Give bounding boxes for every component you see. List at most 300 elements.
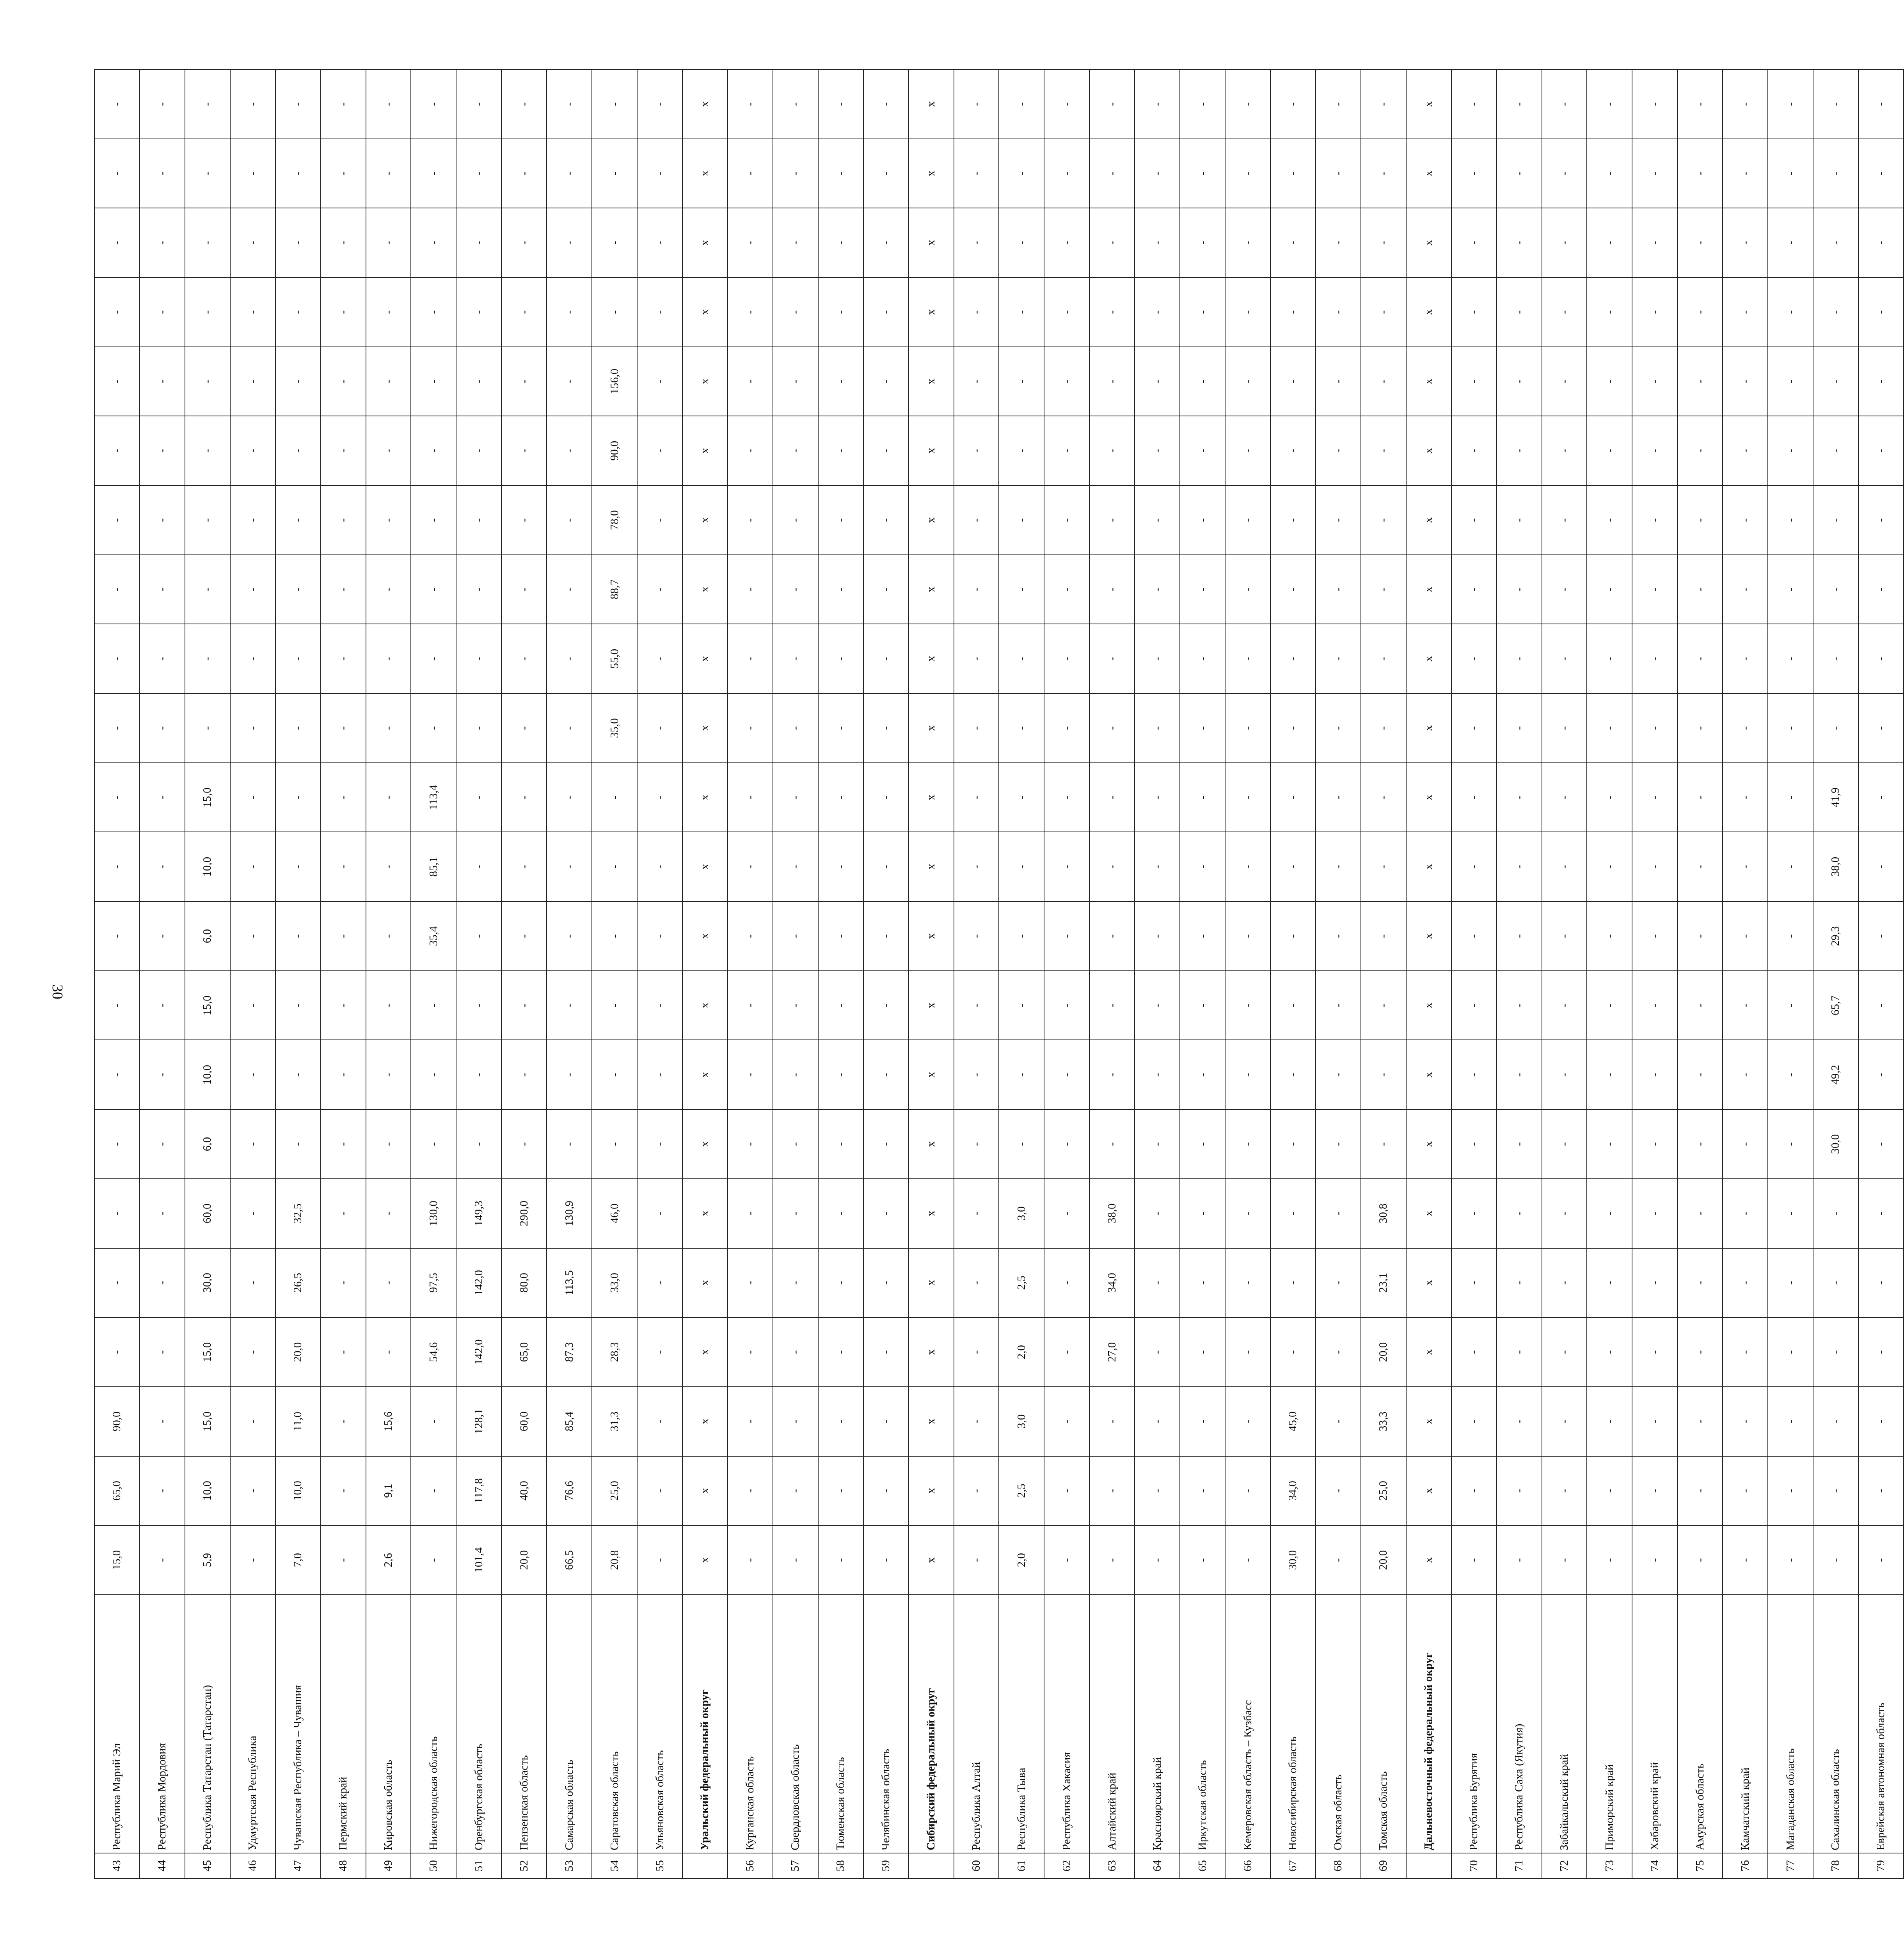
value-cell: - [501, 624, 547, 693]
value-cell: - [501, 971, 547, 1040]
value-cell: - [1723, 832, 1768, 901]
value-cell: - [1225, 347, 1270, 416]
region-name-cell: Чувашская Республика – Чувашия [275, 1595, 321, 1853]
value-cell: - [999, 347, 1044, 416]
value-cell: - [1587, 971, 1632, 1040]
value-cell: x [909, 832, 954, 901]
value-cell: 2,0 [999, 1317, 1044, 1387]
value-cell: x [1406, 763, 1451, 832]
value-cell: 30,0 [1270, 1525, 1316, 1595]
value-cell: - [1180, 1179, 1225, 1248]
value-cell: - [728, 1387, 773, 1456]
value-cell: - [230, 416, 275, 485]
value-cell: - [1542, 347, 1587, 416]
value-cell: - [999, 971, 1044, 1040]
value-cell: x [682, 1456, 728, 1526]
value-cell: - [637, 69, 682, 139]
value-cell: - [1451, 347, 1497, 416]
value-cell: - [321, 1317, 366, 1387]
value-cell: - [1180, 555, 1225, 624]
value-cell: - [1497, 277, 1542, 347]
value-cell: 128,1 [456, 1387, 501, 1456]
value-cell: - [1632, 1525, 1677, 1595]
value-cell: - [1180, 971, 1225, 1040]
value-cell: - [1316, 69, 1361, 139]
value-cell: - [954, 347, 999, 416]
value-cell: - [1316, 1456, 1361, 1526]
value-cell: - [1451, 555, 1497, 624]
value-cell: - [1677, 693, 1723, 763]
value-cell: - [863, 763, 909, 832]
value-cell: - [863, 1248, 909, 1318]
value-cell: - [1542, 693, 1587, 763]
value-cell: - [1270, 485, 1316, 555]
row-number-cell: 53 [547, 1853, 592, 1878]
value-cell: - [501, 1109, 547, 1179]
value-cell: 78,0 [592, 485, 637, 555]
value-cell: - [1270, 624, 1316, 693]
value-cell: - [1587, 1248, 1632, 1318]
value-cell: - [1587, 693, 1632, 763]
value-cell: x [1406, 1317, 1451, 1387]
value-cell: - [1180, 624, 1225, 693]
value-cell: - [321, 1387, 366, 1456]
value-cell: - [1225, 555, 1270, 624]
value-cell: - [1135, 763, 1180, 832]
value-cell: - [1451, 832, 1497, 901]
value-cell: - [818, 416, 863, 485]
value-cell: x [909, 1248, 954, 1318]
value-cell: - [547, 416, 592, 485]
value-cell: 30,8 [1361, 1179, 1406, 1248]
value-cell: - [1497, 555, 1542, 624]
value-cell: - [1587, 832, 1632, 901]
value-cell: x [909, 416, 954, 485]
value-cell: - [1089, 555, 1135, 624]
value-cell: - [1451, 1387, 1497, 1456]
value-cell: - [1180, 416, 1225, 485]
value-cell: - [1542, 1525, 1587, 1595]
value-cell: - [1361, 832, 1406, 901]
value-cell: - [1813, 1248, 1858, 1318]
value-cell: - [185, 347, 230, 416]
value-cell: - [1677, 208, 1723, 277]
value-cell: - [140, 416, 185, 485]
table-row [230, 69, 275, 1878]
value-cell: - [637, 693, 682, 763]
value-cell: - [140, 971, 185, 1040]
value-cell: 90,0 [592, 416, 637, 485]
value-cell: - [1089, 277, 1135, 347]
value-cell: - [185, 555, 230, 624]
value-cell: - [1225, 1387, 1270, 1456]
value-cell: - [501, 485, 547, 555]
value-cell: - [411, 624, 456, 693]
value-cell: 6,0 [185, 901, 230, 971]
value-cell: 34,0 [1089, 1248, 1135, 1318]
table-row [818, 69, 863, 1878]
value-cell: - [140, 763, 185, 832]
value-cell: - [728, 693, 773, 763]
value-cell: - [1180, 1109, 1225, 1179]
value-cell: - [728, 624, 773, 693]
value-cell: - [140, 277, 185, 347]
region-name-cell: Республика Алтай [954, 1595, 999, 1853]
table-row [1587, 69, 1632, 1878]
value-cell: - [1270, 347, 1316, 416]
value-cell: - [140, 1179, 185, 1248]
value-cell: - [1632, 624, 1677, 693]
row-number-cell [909, 1853, 954, 1878]
value-cell: x [682, 485, 728, 555]
value-cell: - [366, 693, 411, 763]
value-cell: 7,0 [275, 1525, 321, 1595]
value-cell: 46,0 [592, 1179, 637, 1248]
value-cell: - [1542, 971, 1587, 1040]
value-cell: - [1768, 485, 1813, 555]
value-cell: - [1632, 901, 1677, 971]
value-cell: - [501, 347, 547, 416]
value-cell: - [1542, 1179, 1587, 1248]
value-cell: - [818, 1040, 863, 1110]
value-cell: - [1813, 1525, 1858, 1595]
value-cell: - [1858, 208, 1904, 277]
region-name-cell: Пензенская область [501, 1595, 547, 1853]
value-cell: 26,5 [275, 1248, 321, 1318]
value-cell: - [1768, 971, 1813, 1040]
value-cell: - [1768, 832, 1813, 901]
value-cell: - [1180, 1040, 1225, 1110]
region-name-cell: Тюменская область [818, 1595, 863, 1853]
value-cell: - [1858, 1179, 1904, 1248]
value-cell: - [547, 901, 592, 971]
value-cell: - [1858, 555, 1904, 624]
value-cell: 113,5 [547, 1248, 592, 1318]
value-cell: - [1632, 763, 1677, 832]
value-cell: - [1858, 69, 1904, 139]
value-cell: x [909, 1387, 954, 1456]
value-cell: - [1270, 69, 1316, 139]
value-cell: - [1768, 208, 1813, 277]
value-cell: - [1135, 485, 1180, 555]
value-cell: - [1587, 69, 1632, 139]
value-cell: - [773, 624, 818, 693]
value-cell: - [818, 763, 863, 832]
value-cell: - [1858, 416, 1904, 485]
value-cell: - [411, 416, 456, 485]
value-cell: - [1723, 416, 1768, 485]
region-name-cell: Саратовская область [592, 1595, 637, 1853]
value-cell: - [637, 1179, 682, 1248]
value-cell: - [1497, 832, 1542, 901]
value-cell: - [773, 1179, 818, 1248]
value-cell: - [863, 1456, 909, 1526]
value-cell: - [366, 1317, 411, 1387]
value-cell: - [818, 1456, 863, 1526]
value-cell: - [1451, 139, 1497, 208]
region-name-cell: Магаданская область [1768, 1595, 1813, 1853]
value-cell: - [728, 1525, 773, 1595]
value-cell: - [94, 347, 140, 416]
value-cell: - [773, 69, 818, 139]
region-name-cell: Республика Татарстан (Татарстан) [185, 1595, 230, 1853]
value-cell: - [999, 1040, 1044, 1110]
value-cell: x [682, 971, 728, 1040]
value-cell: x [682, 624, 728, 693]
row-number-cell: 49 [366, 1853, 411, 1878]
value-cell: - [1587, 763, 1632, 832]
value-cell: - [1768, 693, 1813, 763]
value-cell: - [140, 347, 185, 416]
value-cell: - [411, 693, 456, 763]
table-row [1768, 69, 1813, 1878]
table-body [94, 69, 1904, 1878]
value-cell: - [1451, 1456, 1497, 1526]
value-cell: - [275, 832, 321, 901]
value-cell: 15,6 [366, 1387, 411, 1456]
value-cell: - [94, 208, 140, 277]
value-cell: x [1406, 555, 1451, 624]
value-cell: - [1587, 347, 1632, 416]
table-row [1451, 69, 1497, 1878]
value-cell: - [411, 1525, 456, 1595]
table-row [547, 69, 592, 1878]
value-cell: - [863, 624, 909, 693]
value-cell: 49,2 [1813, 1040, 1858, 1110]
value-cell: 20,0 [501, 1525, 547, 1595]
table-row [275, 69, 321, 1878]
region-name-cell: Уральский федеральный округ [682, 1595, 728, 1853]
value-cell: - [547, 485, 592, 555]
table-row [1089, 69, 1135, 1878]
value-cell: - [275, 624, 321, 693]
value-cell: - [1044, 277, 1089, 347]
value-cell: - [456, 485, 501, 555]
value-cell: - [94, 624, 140, 693]
value-cell: - [1858, 763, 1904, 832]
value-cell: - [1497, 1109, 1542, 1179]
value-cell: - [140, 69, 185, 139]
value-cell: - [1632, 69, 1677, 139]
value-cell: - [818, 347, 863, 416]
value-cell: - [1044, 69, 1089, 139]
value-cell: - [411, 139, 456, 208]
value-cell: - [275, 416, 321, 485]
value-cell: - [547, 624, 592, 693]
value-cell: - [818, 1525, 863, 1595]
value-cell: 15,0 [94, 1525, 140, 1595]
value-cell: - [140, 1248, 185, 1318]
value-cell: - [1451, 693, 1497, 763]
row-number-cell: 52 [501, 1853, 547, 1878]
region-name-cell: Удмуртская Республика [230, 1595, 275, 1853]
value-cell: - [1632, 208, 1677, 277]
region-name-cell: Сахалинская область [1813, 1595, 1858, 1853]
value-cell: - [1451, 1179, 1497, 1248]
value-cell: - [637, 1525, 682, 1595]
table-row [1180, 69, 1225, 1878]
value-cell: - [1723, 1525, 1768, 1595]
value-cell: - [728, 1109, 773, 1179]
value-cell: - [1723, 208, 1768, 277]
row-number-cell: 69 [1361, 1853, 1406, 1878]
value-cell: - [1316, 1179, 1361, 1248]
value-cell: - [773, 901, 818, 971]
value-cell: - [366, 832, 411, 901]
value-cell: - [1813, 624, 1858, 693]
value-cell: - [411, 347, 456, 416]
row-number-cell: 77 [1768, 1853, 1813, 1878]
value-cell: 142,0 [456, 1248, 501, 1318]
region-name-cell: Республика Бурятия [1451, 1595, 1497, 1853]
value-cell: - [1270, 971, 1316, 1040]
value-cell: - [1858, 1109, 1904, 1179]
row-number-cell: 55 [637, 1853, 682, 1878]
value-cell: - [1180, 1387, 1225, 1456]
value-cell: - [863, 1179, 909, 1248]
value-cell: - [1497, 1456, 1542, 1526]
value-cell: 15,0 [185, 1387, 230, 1456]
row-number-cell: 54 [592, 1853, 637, 1878]
value-cell: - [728, 277, 773, 347]
value-cell: x [909, 69, 954, 139]
value-cell: - [1632, 1387, 1677, 1456]
row-number-cell: 72 [1542, 1853, 1587, 1878]
value-cell: - [1225, 1179, 1270, 1248]
value-cell: - [1587, 1179, 1632, 1248]
value-cell: x [1406, 1248, 1451, 1318]
value-cell: - [1270, 1248, 1316, 1318]
value-cell: - [1225, 1248, 1270, 1318]
value-cell: 35,0 [592, 693, 637, 763]
region-name-cell: Курганская область [728, 1595, 773, 1853]
value-cell: - [1632, 1040, 1677, 1110]
value-cell: - [456, 416, 501, 485]
row-number-cell: 43 [94, 1853, 140, 1878]
value-cell: - [773, 139, 818, 208]
value-cell: 60,0 [501, 1387, 547, 1456]
value-cell: - [1677, 555, 1723, 624]
region-name-cell: Новосибирская область [1270, 1595, 1316, 1853]
value-cell: - [1180, 485, 1225, 555]
value-cell: x [909, 139, 954, 208]
value-cell: - [637, 208, 682, 277]
value-cell: x [1406, 1040, 1451, 1110]
value-cell: - [1135, 1248, 1180, 1318]
row-number-cell: 59 [863, 1853, 909, 1878]
table-container [94, 69, 1887, 1879]
value-cell: - [1768, 1109, 1813, 1179]
value-cell: - [94, 832, 140, 901]
row-number-cell: 76 [1723, 1853, 1768, 1878]
value-cell: - [275, 901, 321, 971]
value-cell: - [230, 1248, 275, 1318]
value-cell: - [456, 693, 501, 763]
value-cell: - [1089, 1387, 1135, 1456]
value-cell: - [1677, 832, 1723, 901]
value-cell: - [1361, 763, 1406, 832]
table-row [954, 69, 999, 1878]
value-cell: - [1180, 69, 1225, 139]
table-row [1813, 69, 1858, 1878]
value-cell: - [1451, 971, 1497, 1040]
value-cell: - [321, 1456, 366, 1526]
value-cell: - [999, 901, 1044, 971]
value-cell: 3,0 [999, 1387, 1044, 1456]
value-cell: - [1677, 1387, 1723, 1456]
value-cell: - [1587, 208, 1632, 277]
table-row [592, 69, 637, 1878]
value-cell: x [1406, 1109, 1451, 1179]
value-cell: 20,8 [592, 1525, 637, 1595]
value-cell: - [1270, 416, 1316, 485]
value-cell: - [1270, 1317, 1316, 1387]
region-name-cell: Республика Марий Эл [94, 1595, 140, 1853]
value-cell: - [321, 485, 366, 555]
row-number-cell: 71 [1497, 1853, 1542, 1878]
region-name-cell: Кемеровская область – Кузбасс [1225, 1595, 1270, 1853]
value-cell: - [1677, 1248, 1723, 1318]
value-cell: - [230, 1109, 275, 1179]
value-cell: x [1406, 1525, 1451, 1595]
value-cell: - [1135, 347, 1180, 416]
value-cell: - [954, 1040, 999, 1110]
row-number-cell: 67 [1270, 1853, 1316, 1878]
value-cell: - [1135, 1456, 1180, 1526]
value-cell: - [1451, 69, 1497, 139]
value-cell: - [773, 416, 818, 485]
value-cell: - [999, 832, 1044, 901]
value-cell: - [1316, 277, 1361, 347]
value-cell: - [1089, 208, 1135, 277]
value-cell: x [909, 485, 954, 555]
value-cell: - [1542, 1456, 1587, 1526]
value-cell: - [1632, 693, 1677, 763]
value-cell: - [1180, 832, 1225, 901]
value-cell: 156,0 [592, 347, 637, 416]
region-name-cell: Томская область [1361, 1595, 1406, 1853]
value-cell: x [682, 208, 728, 277]
value-cell: x [1406, 901, 1451, 971]
value-cell: - [411, 69, 456, 139]
value-cell: - [1316, 1248, 1361, 1318]
value-cell: - [954, 416, 999, 485]
value-cell: - [818, 555, 863, 624]
value-cell: - [1497, 485, 1542, 555]
value-cell: - [1587, 277, 1632, 347]
value-cell: - [818, 485, 863, 555]
value-cell: - [1316, 1317, 1361, 1387]
value-cell: 54,6 [411, 1317, 456, 1387]
region-name-cell: Республика Мордовия [140, 1595, 185, 1853]
value-cell: 45,0 [1270, 1387, 1316, 1456]
value-cell: x [682, 1525, 728, 1595]
value-cell: - [728, 69, 773, 139]
value-cell: - [1632, 1248, 1677, 1318]
value-cell: x [1406, 1387, 1451, 1456]
value-cell: - [773, 555, 818, 624]
value-cell: 55,0 [592, 624, 637, 693]
value-cell: - [592, 832, 637, 901]
value-cell: - [94, 69, 140, 139]
value-cell: - [185, 693, 230, 763]
table-row [1677, 69, 1723, 1878]
value-cell: x [682, 1179, 728, 1248]
value-cell: - [321, 693, 366, 763]
region-name-cell: Челябинская область [863, 1595, 909, 1853]
row-number-cell: 51 [456, 1853, 501, 1878]
row-number-cell: 64 [1135, 1853, 1180, 1878]
